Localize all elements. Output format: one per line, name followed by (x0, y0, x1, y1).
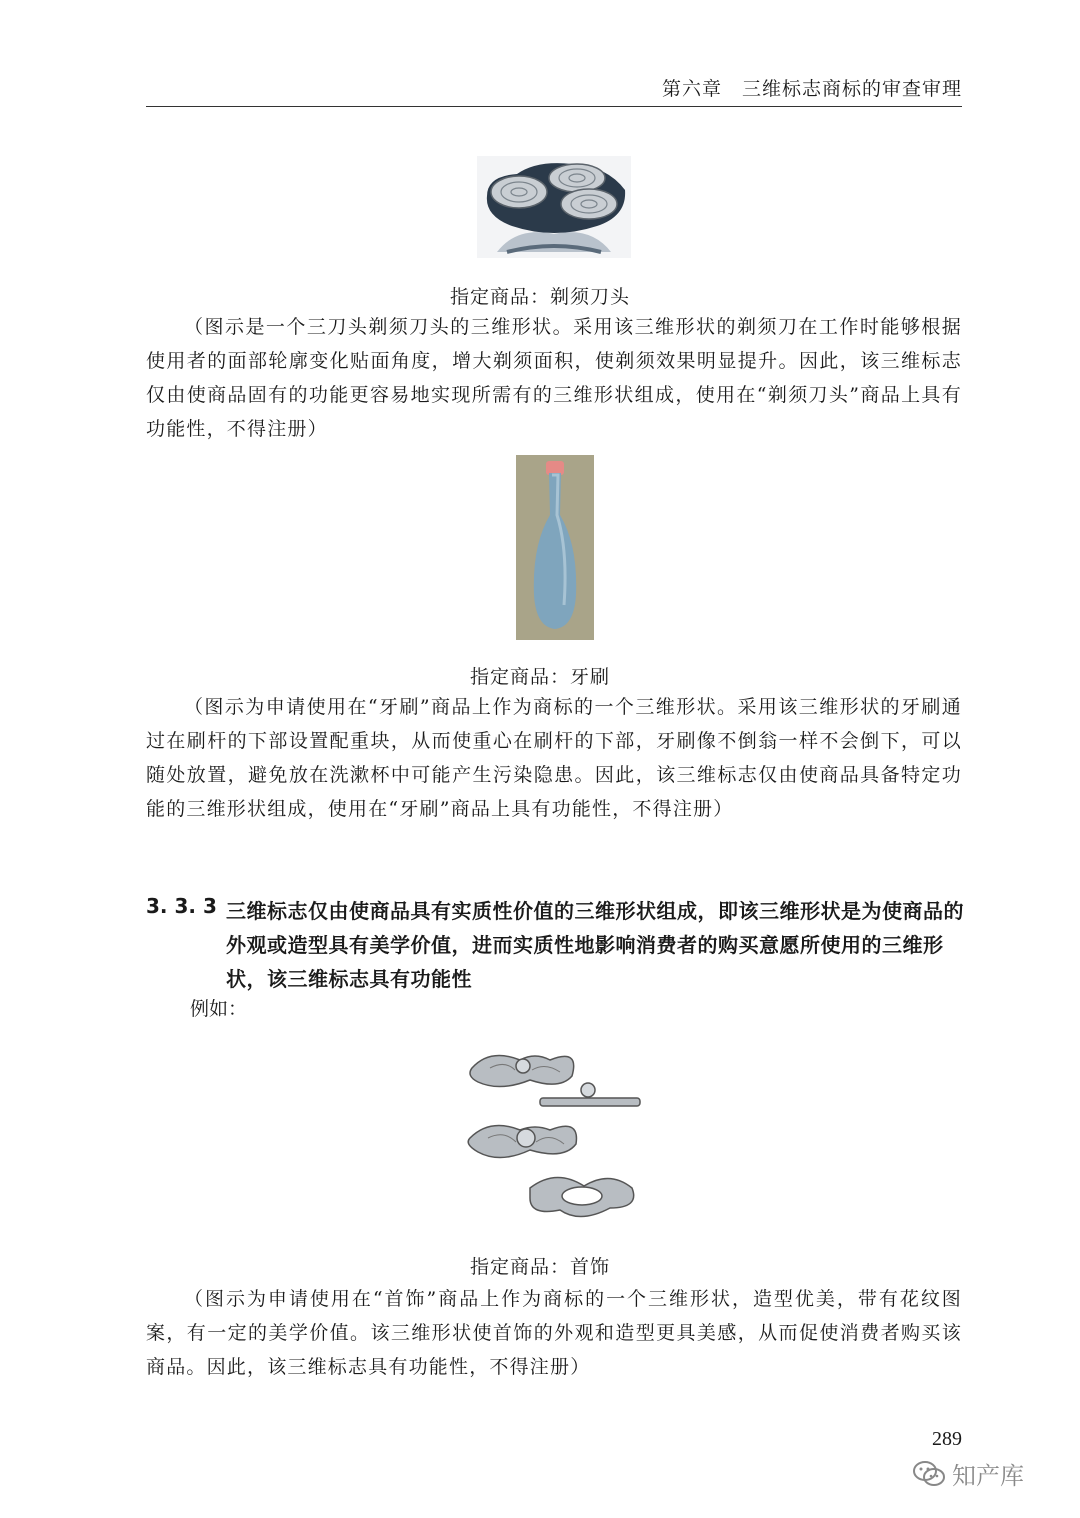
figure-caption-toothbrush: 指定商品：牙刷 (469, 666, 610, 688)
toothbrush-image (516, 455, 594, 640)
page-number: 289 (932, 1428, 962, 1450)
figure-caption-jewelry: 指定商品：首饰 (469, 1256, 610, 1278)
wechat-icon (912, 1460, 946, 1488)
chapter-title: 第六章 三维标志商标的审查审理 (661, 78, 962, 100)
paragraph-shaver: （图示是一个三刀头剃须刀头的三维形状。采用该三维形状的剃须刀在工作时能够根据使用者的面部轮廓变化贴面角度，增大剃须面积，使剃须效果明显提升。因此，该三维标志仅由使商品固有的功能更容易地实现所需有的三维形状组成，使用在“剃须刀头”商品上具有功能性，不得注册） (146, 316, 962, 440)
jewelry-clasps-image (460, 1038, 652, 1230)
running-header (146, 72, 962, 107)
watermark (912, 1456, 1024, 1491)
shaver-head-image (477, 156, 631, 258)
paragraph-toothbrush: （图示为申请使用在“牙刷”商品上作为商标的一个三维形状。采用该三维形状的牙刷通过在刷杆的下部设置配重块，从而使重心在刷杆的下部，牙刷像不倒翁一样不会倒下，可以随处放置，避免放在洗漱杯中可能产生污染隐患。因此，该三维标志仅由使商品具备特定功能的三维形状组成，使用在“牙刷”商品上具有功能性，不得注册） (146, 696, 962, 820)
paragraph-jewelry: （图示为申请使用在“首饰”商品上作为商标的一个三维形状，造型优美，带有花纹图案，有一定的美学价值。该三维形状使首饰的外观和造型更具美感，从而促使消费者购买该商品。因此，该三维标志具有功能性，不得注册） (146, 1288, 962, 1378)
example-label: 例如： (190, 998, 248, 1020)
section-number: 3. 3. 3 (146, 894, 217, 918)
figure-caption-shaver: 指定商品：剃须刀头 (449, 286, 630, 308)
watermark-text: 知产库 (952, 1462, 1024, 1490)
section-title: 三维标志仅由使商品具有实质性价值的三维形状组成，即该三维形状是为使商品的外观或造型具有美学价值，进而实质性地影响消费者的购买意愿所使用的三维形状，该三维标志具有功能性 (226, 899, 964, 991)
